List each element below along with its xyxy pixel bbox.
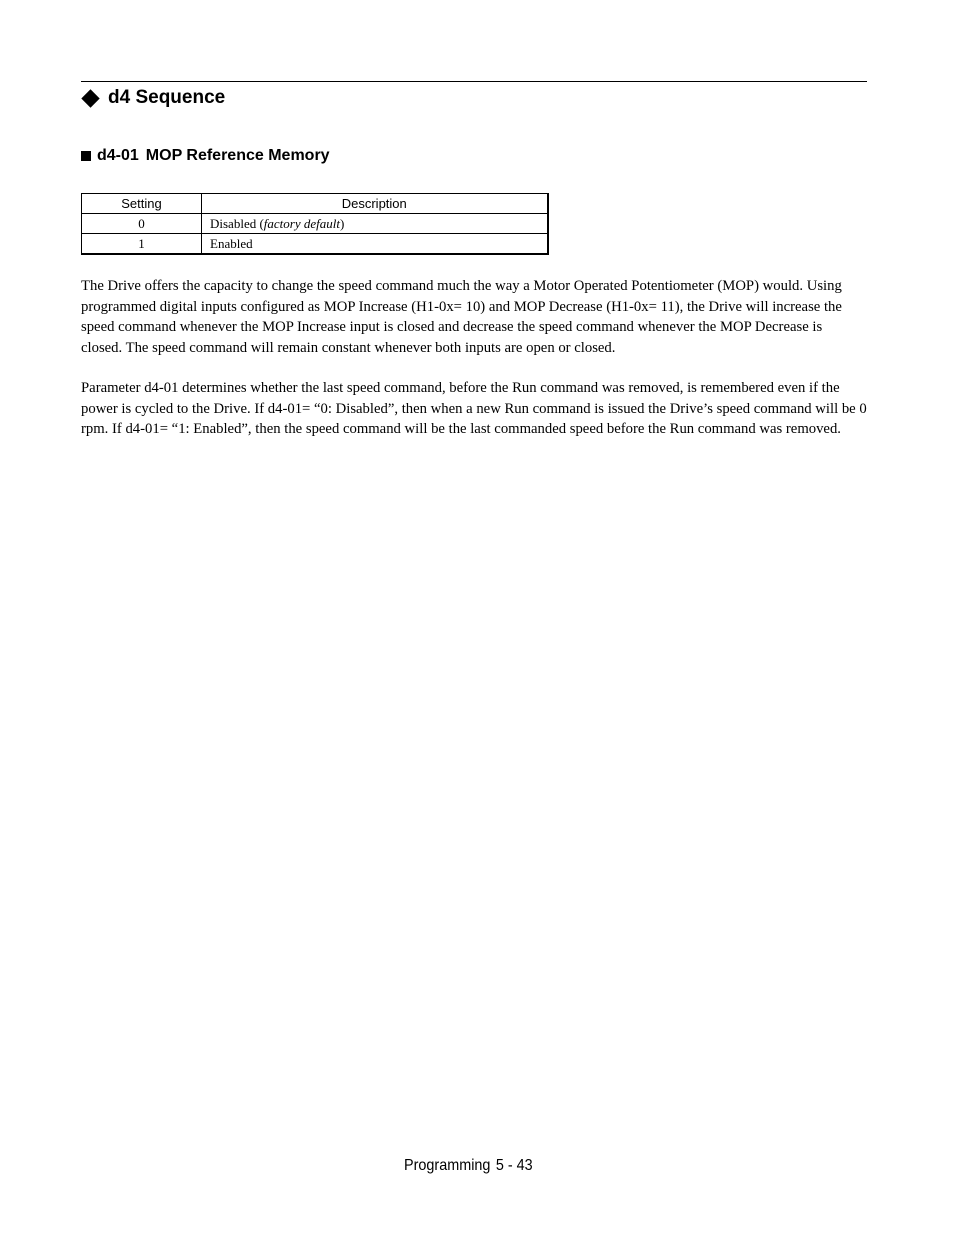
parameter-name: MOP Reference Memory [145, 147, 330, 164]
page-footer [404, 1156, 533, 1176]
header-setting: Setting [82, 194, 202, 214]
description-text: Disabled ( [210, 216, 264, 231]
parameter-code: d4-01 [97, 147, 139, 164]
footer-chapter: Programming [404, 1157, 491, 1174]
setting-value: 1 [82, 234, 202, 255]
table-row [82, 234, 548, 255]
body-paragraph-mop: The Drive offers the capacity to change the speed command much the way a Motor Operated Potentiometer (MOP) would. Using programmed digital inputs configured as MOP Increase (H1-0x= 10) and MOP Decrease (H1-0x= 11), the Drive will increase the speed command whenever the MOP Increase input is closed and decrease the speed command whenever the MOP Decrease is closed. The speed command will remain constant whenever both inputs are open or closed. [81, 278, 842, 356]
section-heading [81, 86, 225, 110]
section-title: d4 Sequence [108, 87, 226, 108]
table-row [82, 214, 548, 234]
top-rule [81, 81, 867, 82]
square-icon [81, 151, 91, 161]
settings-table [81, 193, 549, 255]
header-description: Description [202, 194, 548, 214]
footer-page-number: 5 - 43 [495, 1157, 533, 1174]
description-end: ) [339, 216, 345, 231]
setting-description: Enabled [202, 234, 548, 255]
setting-description [202, 214, 548, 234]
diamond-icon [81, 89, 99, 107]
body-paragraph-memory: Parameter d4-01 determines whether the last speed command, before the Run command was removed, is remembered even if the power is cycled to the Drive. If d4-01= “0: Disabled”, then when a new Run command is issued the Drive’s speed command will be 0 rpm. If d4-01= “1: Enabled”, then the speed command will be the last commanded speed before the Run command was removed. [81, 380, 867, 437]
setting-value: 0 [82, 214, 202, 234]
parameter-heading [81, 146, 330, 166]
table-header-row [82, 194, 548, 214]
description-italic: factory default [263, 216, 340, 231]
